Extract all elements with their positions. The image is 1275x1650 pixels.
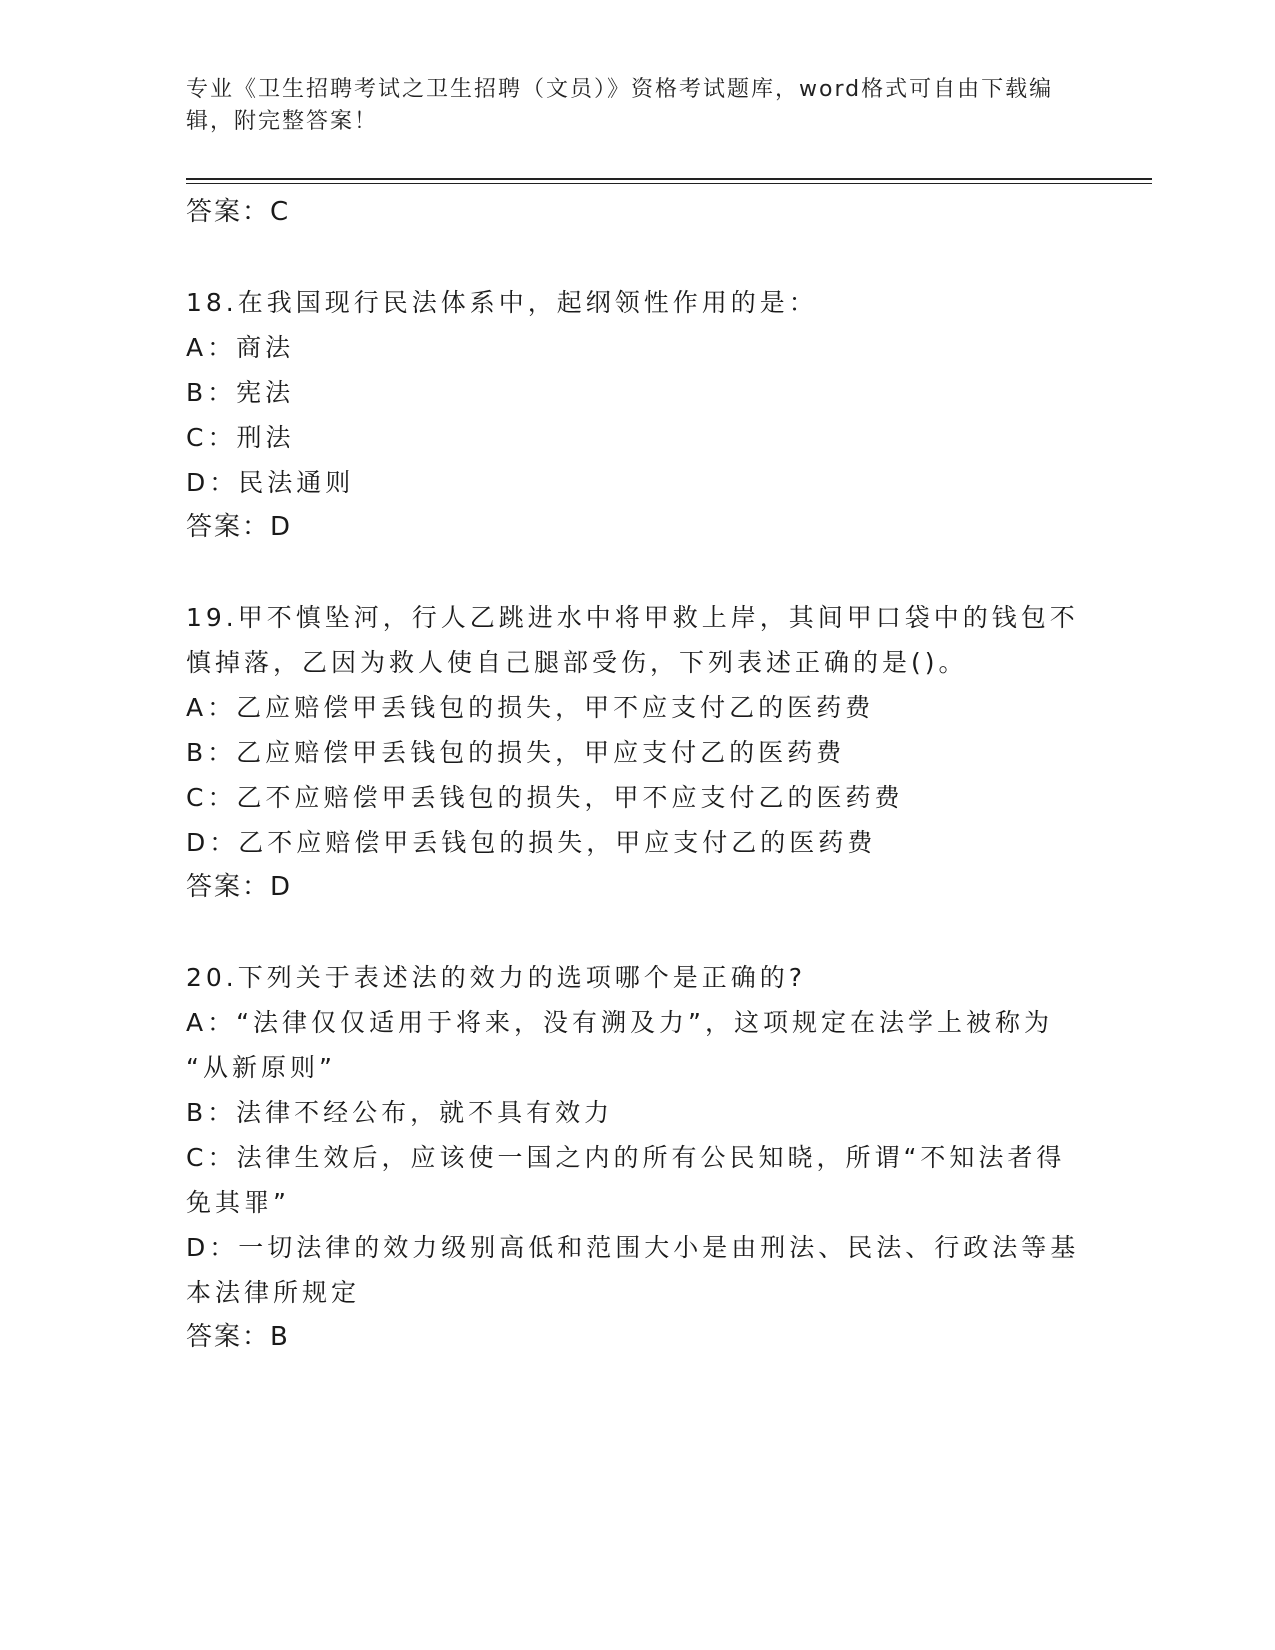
page-header: 专业《卫生招聘考试之卫生招聘（文员）》资格考试题库，word格式可自由下载编辑，附完整答案！ bbox=[186, 77, 1054, 134]
question-stem: 18.在我国现行民法体系中，起纲领性作用的是： bbox=[186, 288, 818, 317]
answer-key: 答案：D bbox=[186, 512, 293, 542]
answer-key: 答案：D bbox=[186, 872, 293, 902]
answer-option: “从新原则” bbox=[186, 1053, 336, 1082]
spacer bbox=[186, 910, 1086, 955]
previous-answer: 答案：C bbox=[186, 197, 291, 227]
header-rule-thin bbox=[186, 183, 1152, 184]
question-block bbox=[186, 955, 1086, 1360]
question-list bbox=[186, 280, 1086, 1360]
question-content bbox=[186, 190, 1086, 1360]
question-stem: 慎掉落，乙因为救人使自己腿部受伤，下列表述正确的是()。 bbox=[186, 648, 968, 677]
answer-option: B：法律不经公布，就不具有效力 bbox=[186, 1098, 614, 1127]
answer-option: 本法律所规定 bbox=[186, 1278, 361, 1307]
answer-option: 免其罪” bbox=[186, 1188, 290, 1217]
answer-option: A：“法律仅仅适用于将来，没有溯及力”，这项规定在法学上被称为 bbox=[186, 1008, 1054, 1037]
answer-key: 答案：B bbox=[186, 1322, 290, 1352]
answer-option: B：乙应赔偿甲丢钱包的损失，甲应支付乙的医药费 bbox=[186, 738, 846, 767]
answer-option: D：乙不应赔偿甲丢钱包的损失，甲应支付乙的医药费 bbox=[186, 828, 877, 857]
answer-option: C：法律生效后，应该使一国之内的所有公民知晓，所谓“不知法者得 bbox=[186, 1143, 1066, 1172]
spacer bbox=[186, 550, 1086, 595]
question-stem: 20.下列关于表述法的效力的选项哪个是正确的? bbox=[186, 963, 807, 992]
answer-option: A：乙应赔偿甲丢钱包的损失，甲不应支付乙的医药费 bbox=[186, 693, 875, 722]
answer-option: D：一切法律的效力级别高低和范围大小是由刑法、民法、行政法等基 bbox=[186, 1233, 1080, 1262]
answer-option: A：商法 bbox=[186, 333, 295, 362]
answer-option: B：宪法 bbox=[186, 378, 295, 407]
question-stem: 19.甲不慎坠河，行人乙跳进水中将甲救上岸，其间甲口袋中的钱包不 bbox=[186, 603, 1079, 632]
answer-option: D：民法通则 bbox=[186, 468, 355, 497]
question-block bbox=[186, 595, 1086, 955]
answer-option: C：乙不应赔偿甲丢钱包的损失，甲不应支付乙的医药费 bbox=[186, 783, 904, 812]
spacer bbox=[186, 235, 1086, 280]
question-block bbox=[186, 280, 1086, 595]
answer-option: C：刑法 bbox=[186, 423, 295, 452]
header-rule-thick bbox=[186, 178, 1152, 180]
